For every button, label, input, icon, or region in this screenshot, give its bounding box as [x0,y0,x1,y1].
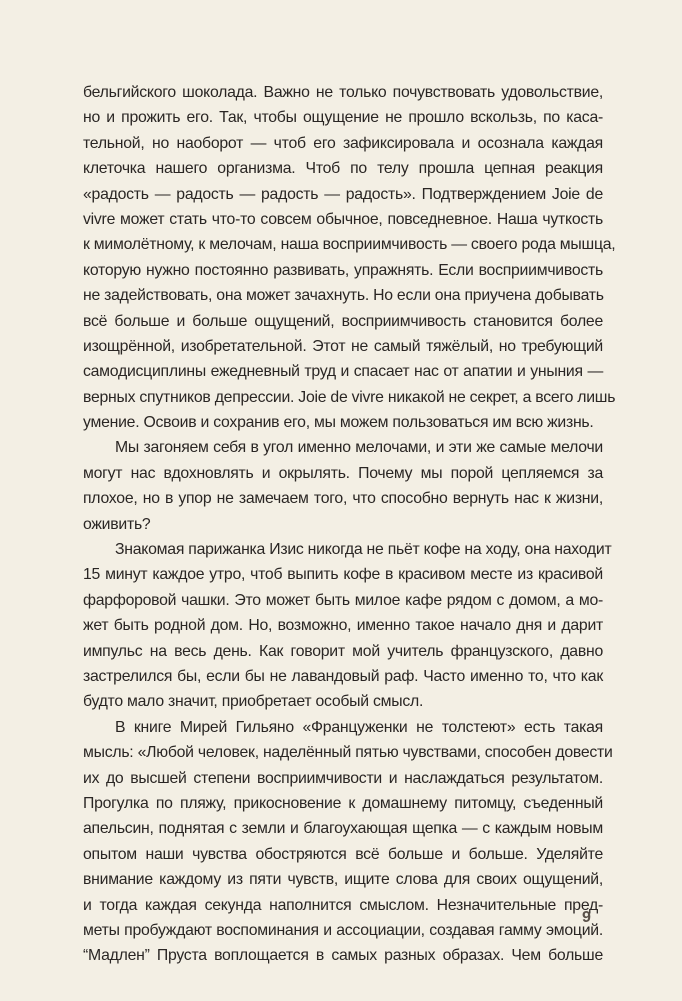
text-line: Мы загоняем себя в угол именно мелочами, и эти же самые мелочи [115,439,603,457]
text-line: будто мало значит, приобретает особый смысл. [83,693,424,711]
text-line: мысль: «Любой человек, наделённый пятью чувствами, способен довести [83,744,613,762]
text-line: Знакомая парижанка Изис никогда не пьёт кофе на ходу, она находит [115,541,612,559]
text-line: их до высшей степени восприимчивости и наслаждаться результатом. [83,769,603,787]
text-line: умение. Освоив и сохранив его, мы можем пользоваться им всю жизнь. [83,414,594,432]
paragraph-3 [83,537,612,715]
text-line: которую нужно постоянно развивать, упражнять. Если восприимчивость [83,261,603,279]
paragraph-2 [83,435,603,537]
paragraph-4 [83,715,613,969]
text-line: тельной, но наоборот — чтоб его зафиксировала и осознала каждая [83,134,603,152]
text-line: бельгийского шоколада. Важно не только почувствовать удовольствие, [83,84,603,101]
text-line: меты пробуждают воспоминания и ассоциации, создавая гамму эмоций. [83,921,603,939]
text-line: апельсин, поднятая с земли и благоухающая щепка — с каждым новым [83,820,603,838]
text-line: но и прожить его. Так, чтобы ощущение не прошло вскользь, по каса- [83,109,603,127]
text-line: фарфоровой чашки. Это может быть милое кафе рядом с домом, а мо- [83,591,603,609]
text-line: могут нас вдохновлять и окрылять. Почему мы порой цепляемся за [83,464,603,482]
text-line: В книге Мирей Гильяно «Француженки не толстеют» есть такая [115,718,603,736]
text-line: плохое, но в упор не замечаем того, что способно вернуть нас к жизни, [83,490,603,508]
paragraph-1 [83,80,616,435]
text-line: к мимолётному, к мелочам, наша восприимчивость — своего рода мышца, [83,236,616,254]
text-line: самодисциплины ежедневный труд и спасает нас от апатии и уныния — [83,363,603,381]
text-line: “Мадлен” Пруста воплощается в самых разных образах. Чем больше [83,947,603,965]
page-number: 9 [582,909,591,926]
text-line: не задействовать, она может зачахнуть. Но если она приучена добывать [83,287,604,305]
body-text [83,80,616,969]
text-line: жет быть родной дом. Но, возможно, именно такое начало дня и дарит [83,617,603,635]
text-line: 15 минут каждое утро, чтоб выпить кофе в красивом месте из красивой [83,566,603,584]
text-line: импульс на весь день. Как говорит мой учитель французского, давно [83,642,603,660]
text-line: верных спутников депрессии. Joie de vivre никакой не секрет, а всего лишь [83,388,616,406]
text-line: и тогда каждая секунда наполнится смыслом. Незначительные пред- [83,896,603,914]
text-line: опытом наши чувства обостряются всё больше и больше. Уделяйте [83,845,603,863]
text-line: «радость — радость — радость — радость». Подтверждением Joie de [83,185,603,203]
text-line: оживить? [83,515,151,533]
text-line: изощрённой, изобретательной. Этот не самый тяжёлый, но требующий [83,337,603,355]
text-line: Прогулка по пляжу, прикосновение к домашнему питомцу, съеденный [83,794,603,812]
text-line: всё больше и больше ощущений, восприимчивость становится более [83,312,603,330]
text-line: клеточка нашего организма. Чтоб по телу прошла цепная реакция [83,160,603,178]
text-line: vivre может стать что-то совсем обычное, повседневное. Наша чуткость [83,210,603,228]
text-line: внимание каждому из пяти чувств, ищите слова для своих ощущений, [83,871,603,889]
text-line: застрелился бы, если бы не лавандовый раф. Часто именно то, что как [83,667,603,685]
